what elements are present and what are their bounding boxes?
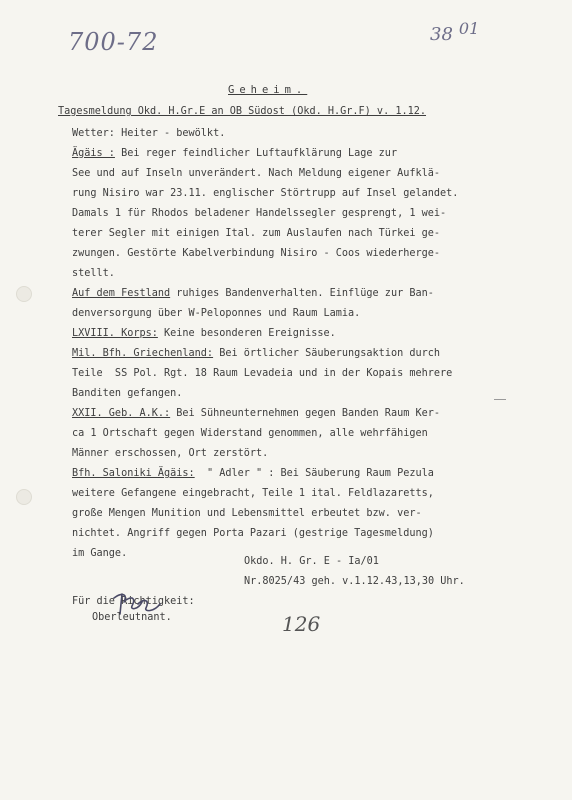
body-line: XXII. Geb. A.K.: Bei Sühneunternehmen gegen Banden Raum Ker-	[72, 408, 441, 419]
body-line: stellt.	[72, 268, 115, 279]
body-line: ca 1 Ortschaft gegen Widerstand genommen, alle wehrfähigen	[72, 428, 428, 439]
section-label: Bfh. Saloniki Ägäis:	[72, 468, 195, 479]
report-subject: Tagesmeldung Okd. H.Gr.E an OB Südost (Okd. H.Gr.F) v. 1.12.	[58, 106, 427, 117]
classification-title: Geheim.	[228, 84, 308, 96]
body-line: Wetter: Heiter - bewölkt.	[72, 128, 226, 139]
page-reference-number: 38	[430, 24, 453, 45]
page-reference-sup: 01	[458, 19, 480, 38]
body-line: Teile SS Pol. Rgt. 18 Raum Levadeia und in der Kopais mehrere	[72, 368, 453, 379]
body-line: rung Nisiro war 23.11. englischer Störtrupp auf Insel gelandet.	[72, 188, 459, 199]
archive-reference: 700-72	[68, 28, 159, 56]
body-line: Damals 1 für Rhodos beladener Handelssegler gesprengt, 1 wei-	[72, 208, 447, 219]
body-line: See und auf Inseln unverändert. Nach Meldung eigener Aufklä-	[72, 168, 441, 179]
section-label: Ägäis :	[72, 148, 115, 159]
body-line: Auf dem Festland ruhiges Bandenverhalten. Einflüge zur Ban-	[72, 288, 434, 299]
body-line: terer Segler mit einigen Ital. zum Auslaufen nach Türkei ge-	[72, 228, 441, 239]
page-reference	[430, 19, 480, 45]
body-line: Bfh. Saloniki Ägäis: " Adler " : Bei Säuberung Raum Pezula	[72, 468, 434, 479]
body-line: denversorgung über W-Peloponnes und Raum Lamia.	[72, 308, 361, 319]
section-label: Mil. Bfh. Griechenland:	[72, 348, 214, 359]
handwritten-page-number: 126	[282, 612, 321, 636]
body-line: nichtet. Angriff gegen Porta Pazari (gestrige Tagesmeldung)	[72, 528, 434, 539]
body-line: LXVIII. Korps: Keine besonderen Ereignisse.	[72, 328, 336, 339]
body-line: Banditen gefangen.	[72, 388, 183, 399]
body-line: Mil. Bfh. Griechenland: Bei örtlicher Säuberungsaktion durch	[72, 348, 441, 359]
punch-hole-bottom	[16, 489, 32, 505]
body-line: im Gange.	[72, 548, 128, 559]
body-line: Männer erschossen, Ort zerstört.	[72, 448, 269, 459]
punch-hole-top	[16, 286, 32, 302]
body-line: weitere Gefangene eingebracht, Teile 1 ital. Feldlazaretts,	[72, 488, 434, 499]
body-line: zwungen. Gestörte Kabelverbindung Nisiro - Coos wiederherge-	[72, 248, 441, 259]
certification-line: Für die Richtigkeit:	[72, 596, 195, 607]
document-number-line: Nr.8025/43 geh. v.1.12.43,13,30 Uhr.	[244, 576, 465, 587]
sender-line: Okdo. H. Gr. E - Ia/01	[244, 556, 379, 567]
section-label: Auf dem Festland	[72, 288, 171, 299]
signer-rank: Oberleutnant.	[92, 612, 172, 623]
section-label: LXVIII. Korps:	[72, 328, 158, 339]
body-line: große Mengen Munition und Lebensmittel erbeutet bzw. ver-	[72, 508, 422, 519]
body-line: Ägäis : Bei reger feindlicher Luftaufklärung Lage zur	[72, 148, 398, 159]
margin-mark	[494, 399, 506, 400]
section-label: XXII. Geb. A.K.:	[72, 408, 171, 419]
